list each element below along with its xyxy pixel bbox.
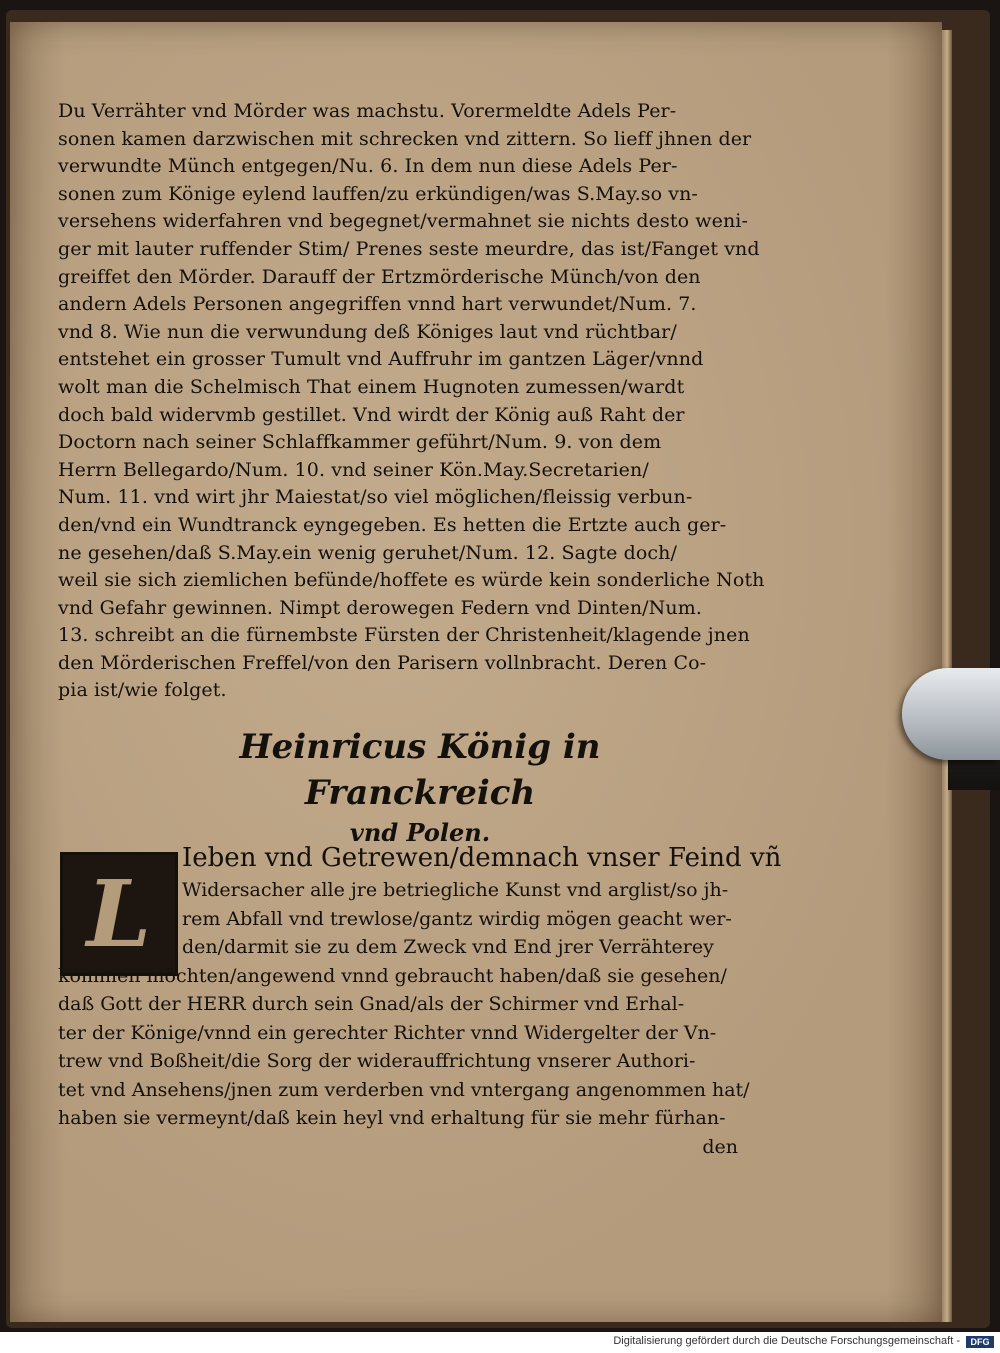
decorated-initial: L xyxy=(60,852,178,976)
text-line: sonen kamen darzwischen mit schrecken vnd zittern. So lieff jhnen der xyxy=(58,127,752,150)
text-line: sonen zum Könige eylend lauffen/zu erkündigen/was S.May.so vn- xyxy=(58,182,698,205)
text-line: Du Verrähter vnd Mörder was machstu. Vorermeldte Adels Per- xyxy=(58,100,677,122)
text-line: andern Adels Personen angegriffen vnnd hart verwundet/Num. 7. xyxy=(58,293,697,316)
text-line: den Mörderischen Freffel/von den Parisern vollnbracht. Deren Co- xyxy=(58,651,707,674)
text-line: ne gesehen/daß S.May.ein wenig geruhet/Num. 12. Sagte doch/ xyxy=(58,541,677,564)
footer-credit: Digitalisierung gefördert durch die Deutsche Forschungsgemeinschaft - xyxy=(613,1335,960,1347)
text-line: doch bald widervmb gestillet. Vnd wirdt der König auß Raht der xyxy=(58,403,685,426)
text-line: Herrn Bellegardo/Num. 10. vnd seiner Kön.May.Secretarien/ xyxy=(58,458,649,481)
text-line: haben sie vermeynt/daß kein heyl vnd erhaltung für sie mehr fürhan- xyxy=(58,1107,726,1129)
dfg-logo: DFG xyxy=(966,1336,994,1348)
text-line: kommen möchten/angewend vnnd gebraucht haben/daß sie gesehen/ xyxy=(58,964,727,987)
text-line: ter der Könige/vnnd ein gerechter Richter vnnd Widergelter der Vn- xyxy=(58,1021,717,1044)
footer-bar xyxy=(0,1332,1000,1353)
text-line: rem Abfall vnd trewlose/gantz wirdig mögen geacht wer- xyxy=(182,907,732,930)
paragraph-opening-line: Ieben vnd Getrewen/demnach vnser Feind vñ xyxy=(182,843,782,873)
text-line: ger mit lauter ruffender Stim/ Prenes seste meurdre, das ist/Fanget vnd xyxy=(58,237,760,260)
text-line: pia ist/wie folget. xyxy=(58,679,227,702)
text-line: Doctorn nach seiner Schlaffkammer geführt/Num. 9. von dem xyxy=(58,431,662,454)
page-clip xyxy=(902,668,1000,760)
text-line: weil sie sich ziemlichen befünde/hoffete es würde kein sonderliche Noth xyxy=(58,569,765,592)
text-line: entstehet ein grosser Tumult vnd Auffruhr im gantzen Läger/vnnd xyxy=(58,348,704,371)
paragraph-2 xyxy=(58,840,782,1161)
text-line: Num. 11. vnd wirt jhr Maiestat/so viel möglichen/fleissig verbun- xyxy=(58,486,693,509)
text-line: 13. schreibt an die fürnembste Fürsten der Christenheit/klagende jnen xyxy=(58,624,750,647)
text-line: den/darmit sie zu dem Zweck vnd End jrer Verrähterey xyxy=(182,936,714,958)
text-line: trew vnd Boßheit/die Sorg der widerauffrichtung vnserer Authori- xyxy=(58,1050,696,1072)
text-line: vnd Gefahr gewinnen. Nimpt derowegen Federn vnd Dinten/Num. xyxy=(58,596,702,619)
text-line: greiffet den Mörder. Darauff der Ertzmörderische Münch/von den xyxy=(58,265,701,288)
heading-title: Heinricus König in Franckreich xyxy=(239,727,601,813)
text-line: vnd 8. Wie nun die verwundung deß Königes laut vnd rüchtbar/ xyxy=(58,320,677,343)
text-line: tet vnd Ansehens/jnen zum verderben vnd vntergang angenommen hat/ xyxy=(58,1078,750,1101)
letter-heading xyxy=(140,724,700,850)
text-line: Widersacher alle jre betriegliche Kunst vnd arglist/so jh- xyxy=(182,879,729,901)
text-line: daß Gott der HERR durch sein Gnad/als der Schirmer vnd Erhal- xyxy=(58,993,685,1015)
paragraph-1 xyxy=(58,98,765,705)
heading-subtitle: vnd Polen. xyxy=(349,818,491,847)
catchword: den xyxy=(702,1135,738,1158)
text-line: versehens widerfahren vnd begegnet/vermahnet sie nichts desto weni- xyxy=(58,210,748,233)
text-line: verwundte Münch entgegen/Nu. 6. In dem nun diese Adels Per- xyxy=(58,155,678,178)
text-line: wolt man die Schelmisch That einem Hugnoten zumessen/wardt xyxy=(58,375,685,398)
text-line: den/vnd ein Wundtranck eyngegeben. Es hetten die Ertzte auch ger- xyxy=(58,513,727,536)
